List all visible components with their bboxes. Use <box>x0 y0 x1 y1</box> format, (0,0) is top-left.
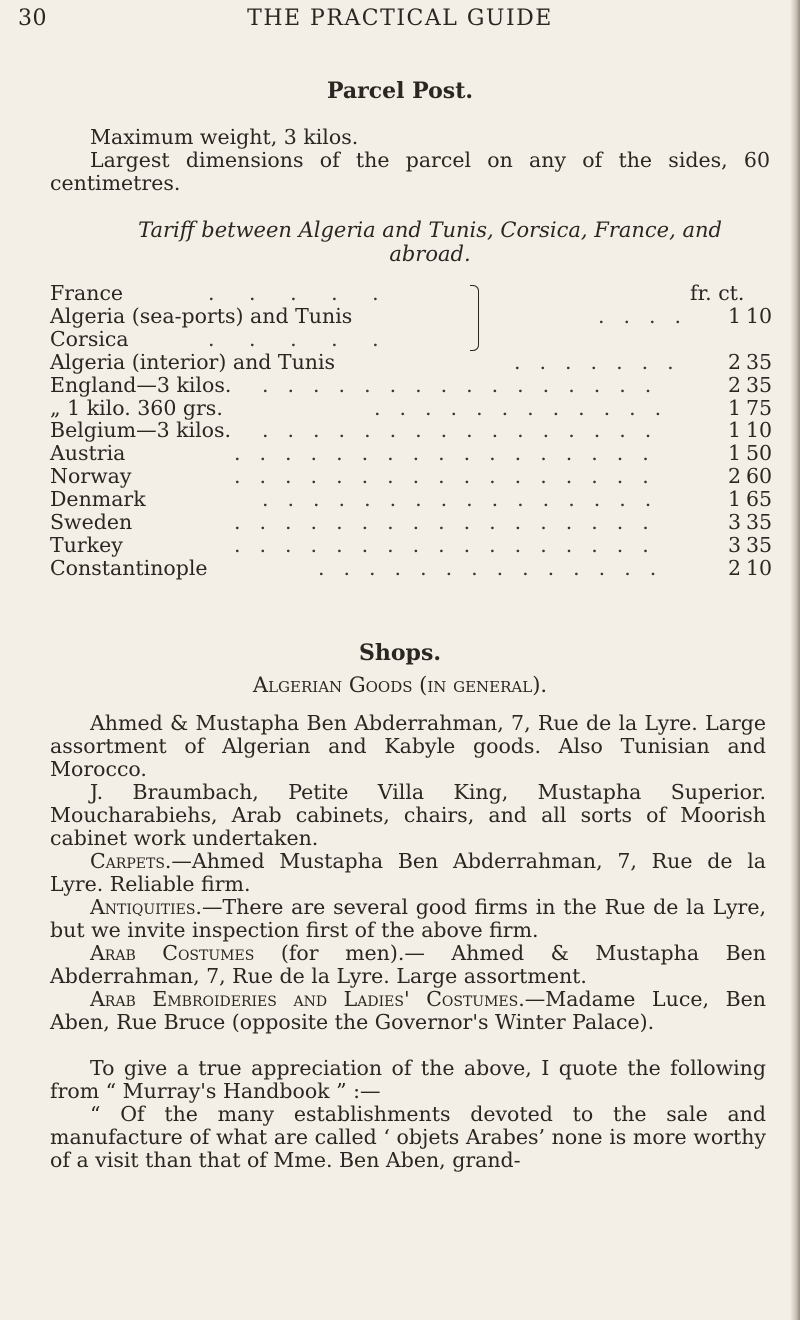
leader-dots: ................. <box>234 533 668 557</box>
tariff-ct: 35 <box>746 532 773 557</box>
tariff-row <box>50 464 773 489</box>
tariff-row <box>50 487 773 512</box>
tariff-place: „ 1 kilo. 360 grs. <box>50 395 223 420</box>
shop-entry-embroideries <box>50 988 766 1034</box>
tariff-ct: 10 <box>746 418 773 443</box>
shops-heading: Shops. <box>359 640 441 666</box>
tariff-ct: 10 <box>746 555 773 580</box>
leader-dots: ................. <box>234 511 668 534</box>
tariff-place: France <box>50 281 124 305</box>
embroideries-lead: Arab Embroideries and Ladies' Costumes. <box>90 987 525 1011</box>
leader-dots: ................. <box>234 465 668 489</box>
tariff-ct: 50 <box>746 441 773 466</box>
parcel-post-weight: Maximum weight, 3 kilos. <box>90 125 359 149</box>
shop-entry-braumbach: J. Braumbach, Petite Villa King, Mustapha Superior. Moucharabiehs, Arab cabinets, chairs, and all sorts of Moorish cabinet work undertaken. <box>50 780 766 850</box>
leader-dots: . . . . . <box>208 326 393 351</box>
tariff-heading-line1: Tariff between Algeria and Tunis, Corsica, France, and <box>138 218 722 242</box>
tariff-place: Norway <box>50 464 132 489</box>
tariff-place: Algeria (sea-ports) and Tunis <box>50 303 353 328</box>
column-ct: ct. <box>718 281 745 305</box>
tariff-row <box>50 372 773 397</box>
leader-dots: ................ <box>262 488 671 512</box>
parcel-post-dimensions: Largest dimensions of the parcel on any of the sides, 60 centimetres. <box>50 148 770 195</box>
shop-entry-arab-costumes <box>50 942 766 988</box>
tariff-row <box>50 555 773 580</box>
tariff-ct: 35 <box>746 349 773 374</box>
arab-costumes-lead: Arab Costumes <box>90 941 255 965</box>
column-fr: fr. <box>690 281 712 305</box>
tariff-ct: 65 <box>746 487 773 512</box>
tariff-place: England—3 kilos. <box>50 372 232 397</box>
leader-dots: . . . . . <box>208 281 393 305</box>
leader-dots: ....... <box>514 350 693 374</box>
leader-dots: ................ <box>262 373 671 397</box>
tariff-row <box>50 303 773 328</box>
leader-dots: .............. <box>318 556 676 580</box>
leader-dots: ................. <box>234 442 668 466</box>
tariff-fr: 1 <box>727 441 741 466</box>
tariff-fr: 3 <box>727 510 741 534</box>
leader-dots: ................ <box>262 419 671 443</box>
tariff-ct: 10 <box>746 303 773 328</box>
tariff-fr: 1 <box>727 418 741 443</box>
tariff-row <box>50 395 773 420</box>
carpets-lead: Carpets. <box>90 849 172 873</box>
shop-entry-carpets <box>50 850 766 896</box>
leader-dots: .... <box>598 304 701 328</box>
embroideries-text: —Madame Luce, Ben Aben, Rue Bruce (opposite the Governor's Winter Palace). <box>50 987 766 1034</box>
tariff-place: Belgium—3 kilos. <box>50 418 232 443</box>
tariff-place: Turkey <box>50 532 123 557</box>
tariff-place: Sweden <box>50 510 133 534</box>
tariff-fr: 2 <box>727 464 741 489</box>
tariff-fr: 1 <box>727 395 741 420</box>
leader-dots: ............ <box>374 396 681 420</box>
tariff-heading-line2: abroad. <box>389 242 471 266</box>
shop-entry-antiquities <box>50 896 766 942</box>
tariff-ct: 60 <box>746 464 773 489</box>
page-number: 30 <box>18 6 47 31</box>
tariff-row <box>50 282 770 305</box>
tariff-ct: 75 <box>746 395 773 420</box>
parcel-post-heading: Parcel Post. <box>326 78 474 104</box>
tariff-fr: 3 <box>727 532 741 557</box>
tariff-place: Constantinople <box>50 555 208 580</box>
tariff-row <box>50 349 773 374</box>
tariff-place: Denmark <box>50 487 146 512</box>
tariff-place: Algeria (interior) and Tunis <box>50 349 336 374</box>
tariff-fr: 2 <box>727 349 741 374</box>
tariff-fr: 2 <box>727 372 741 397</box>
tariff-ct: 35 <box>746 372 773 397</box>
tariff-ct: 35 <box>746 510 773 534</box>
tariff-place: Corsica <box>50 326 129 351</box>
arab-costumes-text: (for men).— Ahmed & Mustapha Ben Abderrahman, 7, Rue de la Lyre. Large assortment. <box>50 941 767 988</box>
shops-subheading: Algerian Goods (in general). <box>252 673 548 697</box>
tariff-fr: 1 <box>727 487 741 512</box>
running-head <box>0 6 800 36</box>
tariff-row <box>50 441 773 466</box>
tariff-fr: 2 <box>727 555 741 580</box>
tariff-heading <box>110 218 750 266</box>
page-edge-shadow <box>790 0 800 1320</box>
tariff-fr: 1 <box>727 303 741 328</box>
antiquities-text: —There are several good firms in the Rue de la Lyre, but we invite inspection first of the above firm. <box>50 895 766 942</box>
tariff-row <box>50 510 773 534</box>
tariff-row <box>50 328 770 351</box>
murray-intro: To give a true appreciation of the above, I quote the following from “ Murray's Handbook ” :— <box>50 1056 766 1103</box>
tariff-row <box>50 418 773 443</box>
carpets-text: —Ahmed Mustapha Ben Abderrahman, 7, Rue de la Lyre. Reliable firm. <box>50 849 766 896</box>
murray-quote: “ Of the many establishments devoted to the sale and manufacture of what are called ‘ objets Arabes’ none is more worthy of a visit than that of Mme. Ben Aben, grand- <box>50 1102 766 1172</box>
tariff-place: Austria <box>50 441 126 466</box>
tariff-row <box>50 532 773 557</box>
antiquities-lead: Antiquities. <box>90 895 202 919</box>
running-title: THE PRACTICAL GUIDE <box>247 6 553 31</box>
shop-entry-ahmed: Ahmed & Mustapha Ben Abderrahman, 7, Rue de la Lyre. Large assortment of Algerian and Kabyle goods. Also Tunisian and Morocco. <box>50 711 766 781</box>
